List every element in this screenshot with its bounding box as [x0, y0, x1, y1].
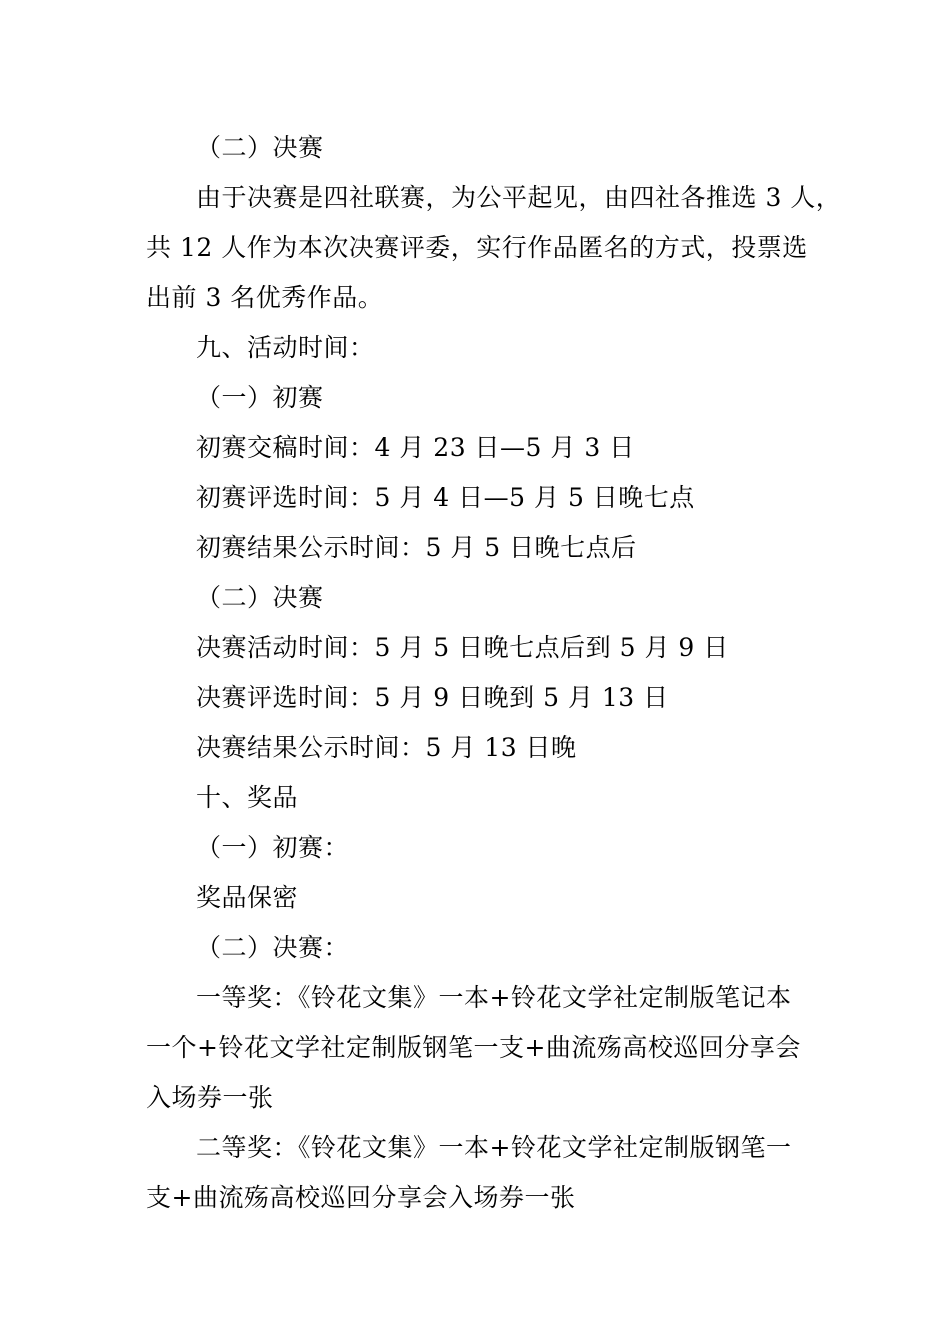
prize-line: 支+曲流殇高校巡回分享会入场券一张 — [146, 1183, 576, 1212]
schedule-line: 决赛活动时间：5 月 5 日晚七点后到 5 月 9 日 — [196, 633, 729, 662]
section-heading-time: 九、活动时间： — [196, 333, 375, 362]
subheading-prelim: （一）初赛 — [196, 383, 324, 412]
schedule-line: 决赛结果公示时间：5 月 13 日晚 — [196, 733, 577, 762]
paragraph-line: 奖品保密 — [196, 883, 299, 912]
prize-line: 一等奖：《铃花文集》一本+铃花文学社定制版笔记本 — [196, 983, 792, 1012]
section-heading-prizes: 十、奖品 — [196, 783, 299, 812]
schedule-line: 初赛评选时间：5 月 4 日—5 月 5 日晚七点 — [196, 483, 695, 512]
schedule-line: 初赛交稿时间：4 月 23 日—5 月 3 日 — [196, 433, 635, 462]
subheading-final: （二）决赛 — [196, 583, 324, 612]
subheading-prelim: （一）初赛： — [196, 833, 350, 862]
schedule-line: 决赛评选时间：5 月 9 日晚到 5 月 13 日 — [196, 683, 669, 712]
subheading-final: （二）决赛 — [196, 133, 324, 162]
paragraph-line: 出前 3 名优秀作品。 — [146, 283, 384, 312]
prize-line: 二等奖：《铃花文集》一本+铃花文学社定制版钢笔一 — [196, 1133, 792, 1162]
subheading-final: （二）决赛： — [196, 933, 350, 962]
schedule-line: 初赛结果公示时间：5 月 5 日晚七点后 — [196, 533, 637, 562]
paragraph-line: 共 12 人作为本次决赛评委，实行作品匿名的方式，投票选 — [146, 233, 808, 262]
paragraph-line: 由于决赛是四社联赛，为公平起见，由四社各推选 3 人， — [196, 183, 842, 212]
prize-line: 一个+铃花文学社定制版钢笔一支+曲流殇高校巡回分享会 — [146, 1033, 801, 1062]
prize-line: 入场券一张 — [146, 1083, 274, 1112]
